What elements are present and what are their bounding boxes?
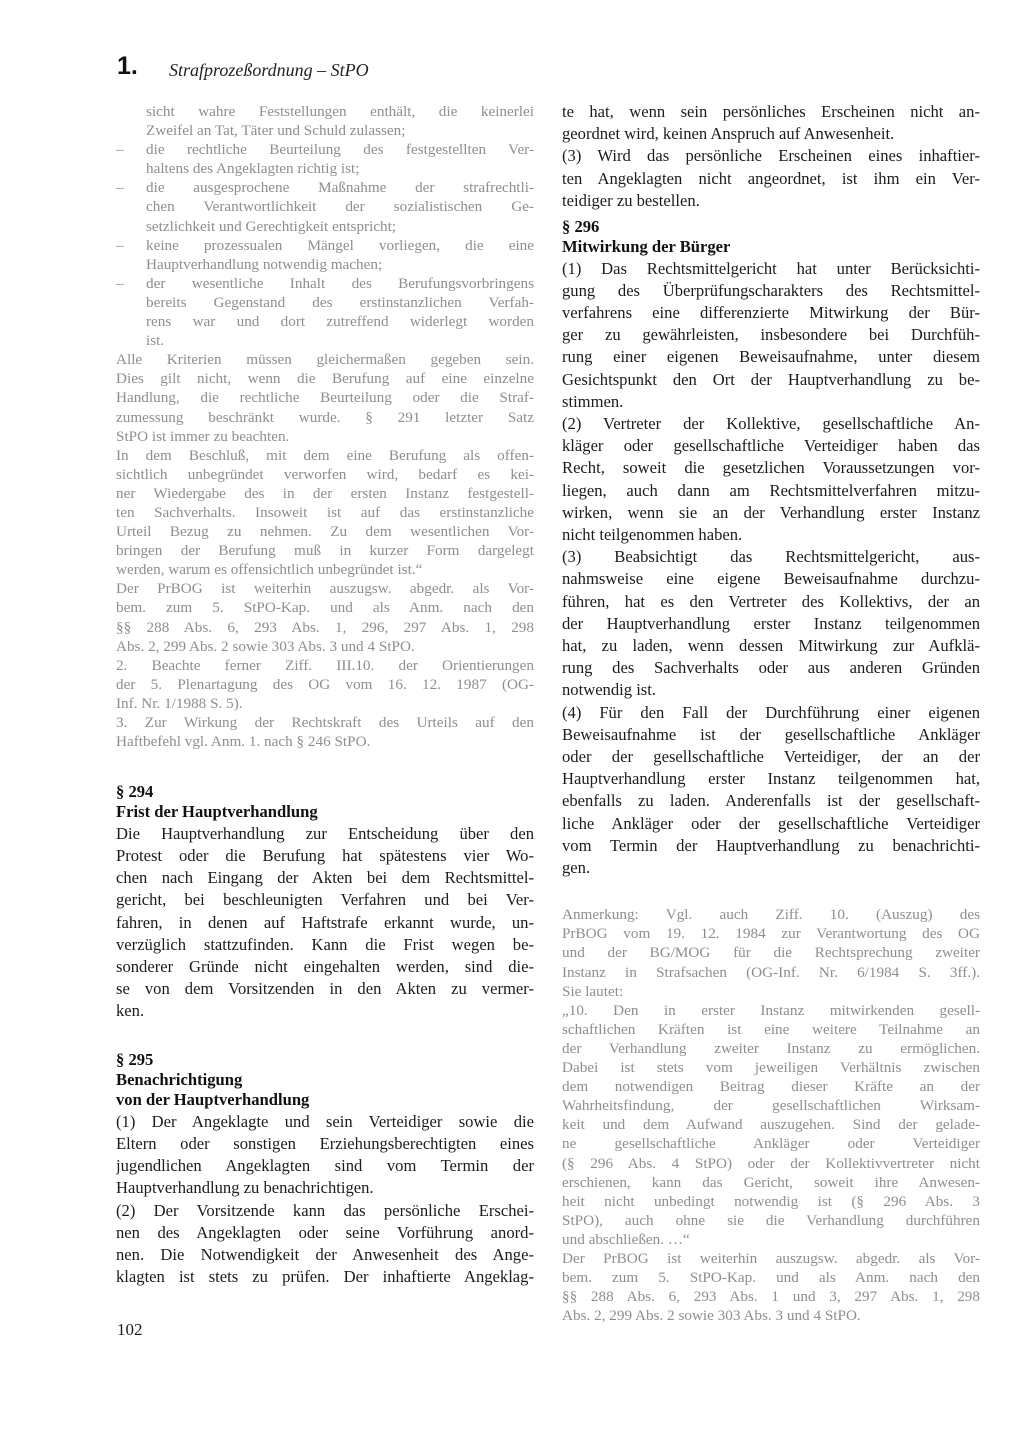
section-294 xyxy=(116,781,534,1022)
notes-line: 2. Beachte ferner Ziff. III.10. der Orientierungen xyxy=(116,656,534,674)
notes-block xyxy=(116,102,534,751)
section-body xyxy=(116,1111,534,1289)
body-line: teidiger zu bestellen. xyxy=(562,190,700,210)
chapter-title: Strafprozeßordnung – StPO xyxy=(169,60,369,80)
notes-line: StPO ist immer zu beachten. xyxy=(116,427,290,445)
notes-line: werden, warum es offensichtlich unbegründet ist.“ xyxy=(116,561,423,579)
notes-line: haltens des Angeklagten richtig ist; xyxy=(146,160,360,178)
body-line: (3) Beabsichtigt das Rechtsmittelgericht, aus- xyxy=(562,547,980,567)
notes-line: bringen der Berufung muß in kurzer Form dargelegt xyxy=(116,542,534,560)
annotation-line: Dabei ist stets vom jeweiligen Verhältnis zwischen xyxy=(562,1059,980,1077)
list-item xyxy=(116,274,534,350)
body-line: der Hauptverhandlung erster Instanz teilgenommen xyxy=(562,613,980,633)
body-line: nahmsweise eine eigene Beweisaufnahme durchzu- xyxy=(562,569,980,589)
section-number: § 294 xyxy=(116,782,154,802)
annotation-line: und der BG/MOG für die Rechtsprechung zweiter xyxy=(562,944,980,962)
body-line: verzüglich stattzufinden. Kann die Frist wegen be- xyxy=(116,934,534,954)
section-296 xyxy=(562,216,980,879)
dash-marker: – xyxy=(116,274,124,292)
list-item xyxy=(116,140,534,178)
annotation-line: der Verhandlung zweiter Instanz zu ermöglichen. xyxy=(562,1039,980,1057)
notes-line: ten Sachverhalts. Insoweit ist auf das erstinstanzliche xyxy=(116,503,534,521)
notes-line: sicht wahre Feststellungen enthält, die keinerlei xyxy=(146,103,534,120)
annotation-line: Sie lautet: xyxy=(562,982,624,1000)
body-line: gung des Überprüfungscharakters des Rechtsmittel- xyxy=(562,280,980,300)
body-line: Beweisaufnahme ist der gesellschaftliche Ankläger xyxy=(562,724,980,744)
body-line: wirken, wenn sie an der Verhandlung erster Instanz xyxy=(562,502,980,522)
annotation-line: schaftlichen Kräften ist eine weitere Teilnahme an xyxy=(562,1020,980,1038)
notes-line: der wesentliche Inhalt des Berufungsvorbringens xyxy=(146,274,534,292)
notes-line: ist. xyxy=(146,332,165,350)
annotation-line: PrBOG vom 19. 12. 1984 zur Verantwortung des OG xyxy=(562,925,980,943)
notes-line: Dies gilt nicht, wenn die Berufung auf eine einzelne xyxy=(116,370,534,388)
annotation-line: Instanz in Strafsachen (OG-Inf. Nr. 6/1984 S. 3ff.). xyxy=(562,963,980,981)
notes-line: bereits Gegenstand des erstinstanzlichen Verfah- xyxy=(146,293,534,311)
body-line: nen. Die Notwendigkeit der Anwesenheit des Ange- xyxy=(116,1245,534,1265)
dash-marker: – xyxy=(116,236,124,254)
notes-line: §§ 288 Abs. 6, 293 Abs. 1, 296, 297 Abs. 1, 298 xyxy=(116,618,534,636)
body-line: ten Angeklagten nicht angeordnet, ist ihm ein Ver- xyxy=(562,168,980,188)
body-line: Protest oder die Berufung hat spätestens vier Wo- xyxy=(116,845,534,865)
annotation-line: und abschließen. …“ xyxy=(562,1230,690,1248)
body-line: hat, zu laden, wenn dessen Mitwirkung zur Aufklä- xyxy=(562,636,980,656)
notes-line: Urteil Bezug zu nehmen. Zu dem wesentlichen Vor- xyxy=(116,523,534,541)
notes-line: Abs. 2, 299 Abs. 2 sowie 303 Abs. 3 und 4 StPO. xyxy=(116,637,415,655)
body-line: (2) Vertreter der Kollektive, gesellschaftliche An- xyxy=(562,414,980,434)
annotation-line: bem. zum 5. StPO-Kap. und als Anm. nach den xyxy=(562,1269,980,1287)
notes-line: die ausgesprochene Maßnahme der strafrechtli- xyxy=(146,179,534,197)
body-line: sonderer Gründe nicht eingehalten werden, sind die- xyxy=(116,957,534,976)
body-line: vom Termin der Hauptverhandlung zu benachrichti- xyxy=(562,835,980,855)
body-line: Gesichtspunkt den Ort der Hauptverhandlung zu be- xyxy=(562,369,980,389)
annotation-line: StPO), auch ohne sie die Verhandlung durchführen xyxy=(562,1211,980,1229)
body-line: fahren, in denen auf Haftstrafe erkannt wurde, un- xyxy=(116,912,534,932)
list-item xyxy=(116,178,534,235)
page-number: 102 xyxy=(117,1320,143,1339)
dash-marker: – xyxy=(116,179,124,197)
body-line: chen nach Eingang der Akten bei dem Rechtsmittel- xyxy=(116,868,534,888)
body-line: liche Ankläger oder der gesellschaftliche Verteidiger xyxy=(562,813,980,833)
notes-line: setzlichkeit und Gerechtigkeit entspricht; xyxy=(146,217,397,235)
body-line: klagten ist stets zu prüfen. Der inhaftierte Angeklag- xyxy=(116,1267,534,1287)
notes-line: chen Verantwortlichkeit der sozialistischen Ge- xyxy=(146,198,534,216)
section-title: Frist der Hauptverhandlung xyxy=(116,802,318,822)
body-line: se von dem Vorsitzenden in den Akten zu vermer- xyxy=(116,979,534,999)
notes-line: bem. zum 5. StPO-Kap. und als Anm. nach den xyxy=(116,599,534,617)
body-line: (4) Für den Fall der Durchführung einer eigenen xyxy=(562,702,980,722)
notes-line: In dem Beschluß, mit dem eine Berufung als offen- xyxy=(116,446,534,464)
body-line: rung des Sachverhalts oder aus anderen Gründen xyxy=(562,658,980,678)
right-column xyxy=(562,101,980,1325)
body-line: (2) Der Vorsitzende kann das persönliche Erschei- xyxy=(116,1200,534,1220)
annotation-line: (§ 296 Abs. 4 StPO) oder der Kollektivvertreter nicht xyxy=(562,1154,980,1172)
continued-text xyxy=(562,101,980,212)
section-295 xyxy=(116,1049,534,1289)
notes-line: keine prozessualen Mängel vorliegen, die eine xyxy=(146,236,534,254)
section-body xyxy=(562,258,980,880)
body-line: liegen, auch dann am Rechtsmittelverfahren mitzu- xyxy=(562,480,980,500)
body-line: rung einer eigenen Beweisaufnahme, unter diesem xyxy=(562,347,980,367)
notes-line: zumessung beschränkt wurde. § 291 letzter Satz xyxy=(116,408,534,426)
notes-line: Inf. Nr. 1/1988 S. 5). xyxy=(116,694,243,712)
section-title: Mitwirkung der Bürger xyxy=(562,237,731,257)
dash-marker: – xyxy=(116,141,124,159)
notes-line: Der PrBOG ist weiterhin auszugsw. abgedr. als Vor- xyxy=(116,580,534,598)
annotation-line: ne gesellschaftliche Ankläger oder Verteidiger xyxy=(562,1135,980,1153)
annotation-line: keit und dem Aufwand auszugehen. Sind der gelade- xyxy=(562,1116,980,1134)
notes-line: 3. Zur Wirkung der Rechtskraft des Urteils auf den xyxy=(116,714,534,731)
body-line: ger zu gewährleisten, insbesondere bei Durchfüh- xyxy=(562,325,980,345)
notes-line: ner Wiedergabe des in der ersten Instanz festgestell- xyxy=(116,484,534,502)
body-line: verfahrens eine differenzierte Mitwirkung der Bür- xyxy=(562,303,980,323)
body-line: Eltern oder sonstigen Erziehungsberechtigten eines xyxy=(116,1134,534,1153)
notes-line: Hauptverhandlung notwendig machen; xyxy=(146,255,383,273)
annotation-line: erschienen, kann das Gericht, soweit ihre Anwesen- xyxy=(562,1173,980,1191)
body-line: Hauptverhandlung erster Instanz teilgenommen hat, xyxy=(562,769,980,789)
annotation-line: dem notwendigen Beitrag dieser Kräfte an der xyxy=(562,1078,980,1096)
body-line: gericht, bei beschleunigten Verfahren und bei Ver- xyxy=(116,890,534,910)
body-line: gen. xyxy=(562,858,591,878)
body-line: nicht teilgenommen haben. xyxy=(562,525,743,545)
notes-line: Alle Kriterien müssen gleichermaßen gegeben sein. xyxy=(116,351,534,369)
body-line: te hat, wenn sein persönliches Erscheinen nicht an- xyxy=(562,102,980,121)
annotation-line: Wahrheitsfindung, der gesellschaftlichen Wirksam- xyxy=(562,1097,980,1115)
annotation-line: §§ 288 Abs. 6, 293 Abs. 1 und 3, 297 Abs. 1, 298 xyxy=(562,1288,980,1306)
annotation-line: Anmerkung: Vgl. auch Ziff. 10. (Auszug) des xyxy=(562,906,980,924)
section-title-continued: von der Hauptverhandlung xyxy=(116,1090,310,1110)
annotation-block xyxy=(562,905,980,1325)
notes-line: die rechtliche Beurteilung des festgestellten Ver- xyxy=(146,141,534,159)
section-number: § 295 xyxy=(116,1049,154,1069)
annotation-line: heit nicht unbedingt notwendig ist (§ 296 Abs. 3 xyxy=(562,1192,980,1210)
body-line: Hauptverhandlung zu benachrichtigen. xyxy=(116,1178,374,1198)
body-line: oder der gesellschaftliche Verteidiger, der an der xyxy=(562,747,980,767)
chapter-number: 1. xyxy=(117,52,138,80)
notes-line: Handlung, die rechtliche Beurteilung oder die Straf- xyxy=(116,389,534,407)
list-item xyxy=(116,236,534,274)
annotation-line: Abs. 2, 299 Abs. 2 sowie 303 Abs. 3 und 4 StPO. xyxy=(562,1307,861,1325)
section-title: Benachrichtigung xyxy=(116,1069,243,1089)
body-line: Recht, soweit die gesetzlichen Voraussetzungen vor- xyxy=(562,458,980,478)
body-line: geordnet wird, keinen Anspruch auf Anwesenheit. xyxy=(562,124,895,144)
notes-line: Haftbefehl vgl. Anm. 1. nach § 246 StPO. xyxy=(116,733,371,751)
notes-line: Zweifel an Tat, Täter und Schuld zulassen; xyxy=(146,122,406,140)
section-body xyxy=(116,823,534,1023)
body-line: stimmen. xyxy=(562,391,624,411)
notes-line: der 5. Plenartagung des OG vom 16. 12. 1987 (OG- xyxy=(116,675,534,693)
left-column xyxy=(116,102,534,1288)
body-line: (1) Das Rechtsmittelgericht hat unter Berücksichti- xyxy=(562,258,980,278)
notes-line: sichtlich unbegründet verworfen wird, bedarf es kei- xyxy=(116,465,534,483)
body-line: (3) Wird das persönliche Erscheinen eines inhaftier- xyxy=(562,146,980,166)
body-line: ebenfalls zu laden. Anderenfalls ist der gesellschaft- xyxy=(562,791,980,811)
body-line: nen des Angeklagten oder seine Vorführung anord- xyxy=(116,1222,534,1242)
body-line: führen, hat es den Vertreter des Kollektivs, der an xyxy=(562,591,980,611)
annotation-line: Der PrBOG ist weiterhin auszugsw. abgedr. als Vor- xyxy=(562,1249,980,1267)
body-line: notwendig ist. xyxy=(562,680,657,700)
body-line: jugendlichen Angeklagten sind vom Termin der xyxy=(116,1156,534,1176)
body-line: Die Hauptverhandlung zur Entscheidung über den xyxy=(116,823,534,843)
body-line: ken. xyxy=(116,1001,145,1021)
section-number: § 296 xyxy=(562,217,600,237)
annotation-line: „10. Den in erster Instanz mitwirkenden gesell- xyxy=(562,1001,980,1019)
notes-line: rens war und dort zutreffend widerlegt worden xyxy=(146,313,534,331)
body-line: (1) Der Angeklagte und sein Verteidiger sowie die xyxy=(116,1111,534,1131)
body-line: kläger oder gesellschaftliche Verteidiger haben das xyxy=(562,436,980,456)
